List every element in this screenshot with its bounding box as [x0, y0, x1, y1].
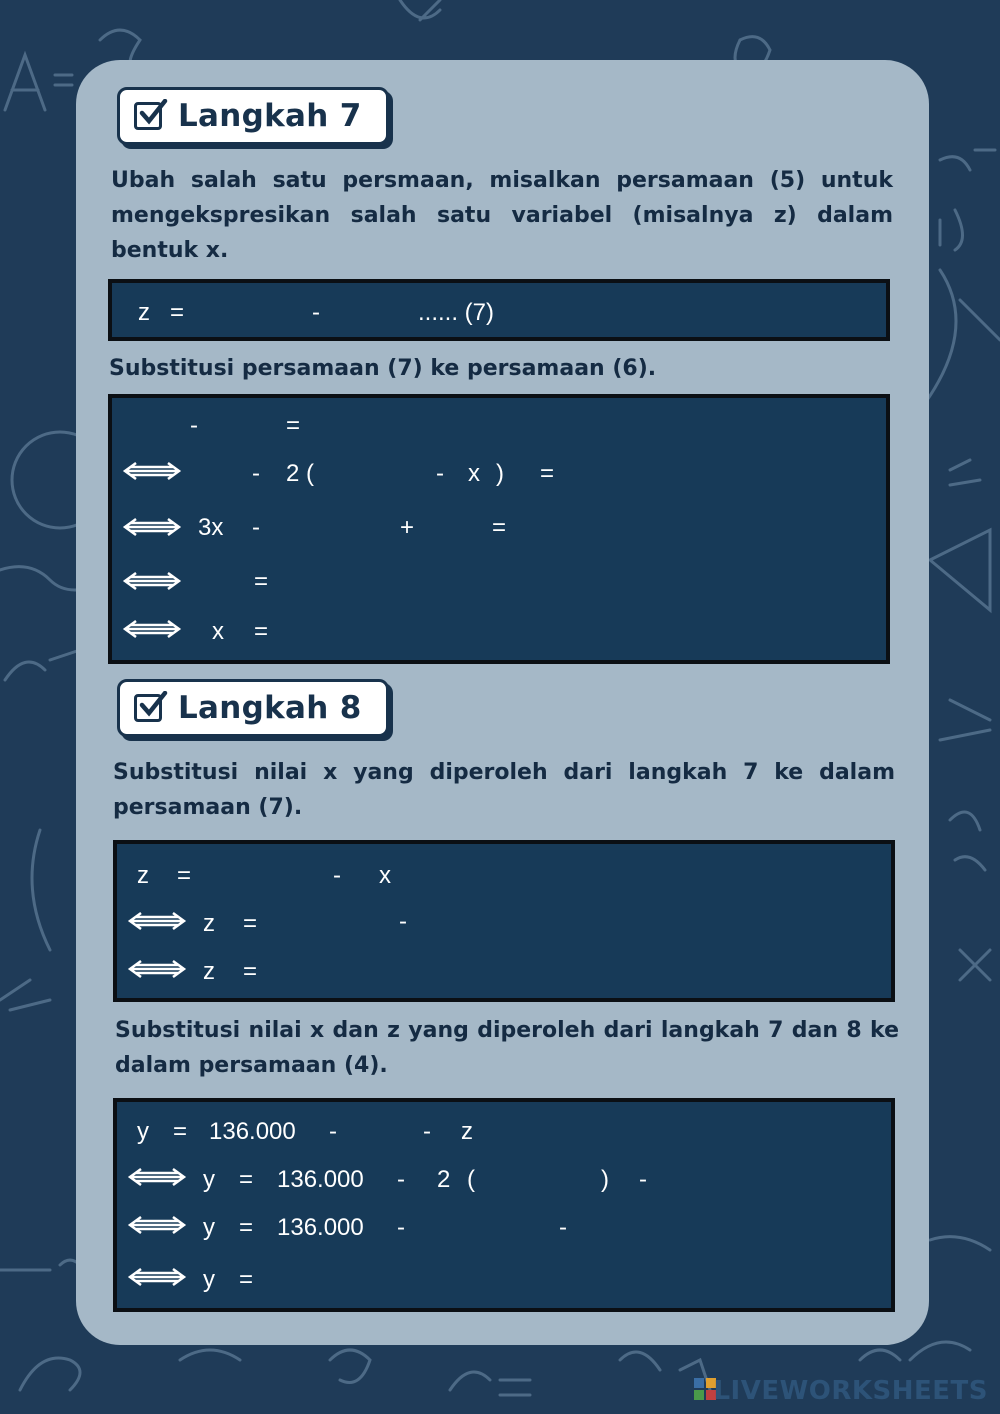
constant-136000: 136.000: [209, 1118, 296, 1145]
step8-heading-tag: [117, 679, 389, 737]
equals: =: [492, 514, 507, 541]
constant-136000: 136.000: [277, 1166, 364, 1193]
step7-substitution-text: Substitusi persamaan (7) ke persamaan (6).: [109, 356, 657, 381]
equals: =: [177, 862, 192, 889]
close-paren: ): [601, 1166, 609, 1193]
equation-label: ...... (7): [418, 299, 495, 326]
minus: -: [190, 412, 198, 439]
equals: =: [243, 910, 258, 937]
minus: -: [399, 908, 407, 935]
var-x: x: [212, 618, 224, 645]
equals: =: [540, 460, 555, 487]
close-paren: ): [496, 460, 504, 487]
var-z: z: [138, 299, 150, 326]
double-arrow-icon: [122, 458, 182, 484]
minus: -: [423, 1118, 431, 1145]
double-arrow-icon: [127, 1164, 187, 1190]
equals: =: [254, 618, 269, 645]
double-arrow-icon: [127, 956, 187, 982]
constant-136000: 136.000: [277, 1214, 364, 1241]
y-value-box: [113, 1098, 895, 1312]
minus: -: [252, 460, 260, 487]
equals: =: [239, 1214, 254, 1241]
minus: -: [559, 1214, 567, 1241]
minus: -: [329, 1118, 337, 1145]
var-y: y: [203, 1214, 215, 1241]
equals: =: [239, 1166, 254, 1193]
equals: =: [254, 568, 269, 595]
var-z: z: [461, 1118, 473, 1145]
equation7-box: [108, 279, 890, 341]
z-value-box: [113, 840, 895, 1002]
substitution-box: [108, 394, 890, 664]
minus: -: [333, 862, 341, 889]
check-box-icon: [134, 102, 162, 130]
step8-instruction: Substitusi nilai x yang diperoleh dari langkah 7 ke dalam persamaan (7).: [113, 760, 895, 820]
double-arrow-icon: [127, 908, 187, 934]
open-paren: (: [467, 1166, 475, 1193]
minus: -: [436, 460, 444, 487]
var-y: y: [203, 1266, 215, 1293]
double-arrow-icon: [122, 616, 182, 642]
var-y: y: [203, 1166, 215, 1193]
var-z: z: [137, 862, 149, 889]
check-box-icon: [134, 694, 162, 722]
minus: -: [312, 299, 320, 326]
var-y: y: [137, 1118, 149, 1145]
term-3x: 3x: [198, 514, 224, 541]
step8-heading: Langkah 8: [178, 690, 362, 726]
var-x: x: [468, 460, 480, 487]
step8-substitution-text: Substitusi nilai x dan z yang diperoleh dari langkah 7 dan 8 ke dalam persamaan (4).: [115, 1018, 899, 1078]
equals: =: [173, 1118, 188, 1145]
minus: -: [397, 1166, 405, 1193]
step7-heading-tag: [117, 87, 389, 145]
step7-heading: Langkah 7: [178, 98, 362, 134]
var-x: x: [379, 862, 391, 889]
two-open-paren: 2 (: [286, 460, 315, 487]
minus: -: [639, 1166, 647, 1193]
double-arrow-icon: [122, 568, 182, 594]
double-arrow-icon: [127, 1264, 187, 1290]
var-z: z: [203, 958, 215, 985]
equals: =: [243, 958, 258, 985]
coefficient-2: 2: [437, 1166, 451, 1193]
plus: +: [400, 514, 415, 541]
var-z: z: [203, 910, 215, 937]
minus: -: [252, 514, 260, 541]
double-arrow-icon: [127, 1212, 187, 1238]
minus: -: [397, 1214, 405, 1241]
liveworksheets-watermark: LIVEWORKSHEETS: [713, 1376, 988, 1406]
equals: =: [239, 1266, 254, 1293]
step7-instruction: Ubah salah satu persmaan, misalkan persamaan (5) untuk mengekspresikan salah satu variabel (misalnya z) dalam bentuk x.: [111, 168, 893, 263]
equals: =: [170, 299, 185, 326]
double-arrow-icon: [122, 514, 182, 540]
equals: =: [286, 412, 301, 439]
